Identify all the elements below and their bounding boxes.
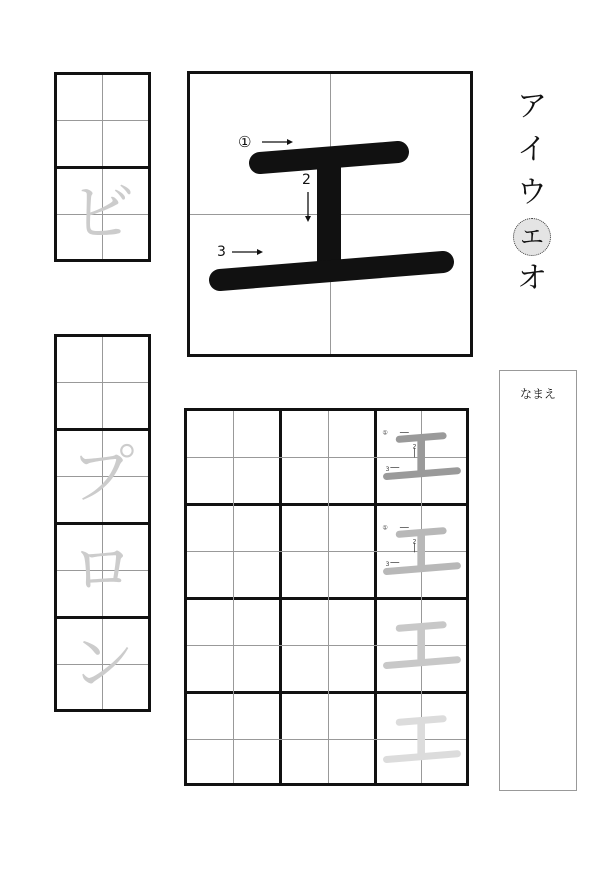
stroke-1-arrowhead [287, 139, 293, 145]
stroke-3-number: 3 [217, 244, 226, 260]
name-label: なまえ [519, 387, 556, 401]
kana-e-highlight [512, 214, 552, 257]
kana-e: エ [513, 218, 551, 256]
model-stroke-number: 2 [412, 443, 417, 451]
practice-grid [184, 408, 469, 786]
model-stroke-number: ① [382, 524, 388, 532]
model-stroke-3 [387, 754, 458, 760]
kana-a: ア [517, 89, 547, 124]
vocab-char: ン [70, 627, 135, 701]
kana-u: ウ [517, 175, 547, 210]
practice-models [187, 411, 466, 783]
kana-o: オ [517, 261, 547, 296]
stroke-2-arrowhead [305, 216, 311, 222]
main-character-box [187, 71, 473, 357]
kana-column [512, 85, 552, 300]
vocab-char [57, 337, 148, 428]
model-stroke-3 [387, 660, 458, 666]
stroke-1-number: ① [238, 133, 252, 151]
stroke-3 [220, 262, 443, 280]
vocab-char: ロ [70, 533, 135, 607]
name-box[interactable] [499, 370, 577, 791]
model-stroke-number: 3 [385, 466, 390, 474]
model-stroke-3 [387, 566, 458, 572]
stroke-2-number: 2 [302, 172, 311, 188]
vocab-word-1 [54, 72, 151, 262]
vocab-word-2 [54, 334, 151, 712]
model-stroke-number: ① [382, 429, 388, 437]
vocab-char [57, 75, 148, 166]
stroke-3-arrowhead [257, 249, 263, 255]
model-stroke-3 [387, 471, 458, 477]
kana-i: イ [517, 132, 547, 167]
model-stroke-number: 3 [385, 561, 390, 569]
vocab-char: ビ [70, 177, 135, 251]
model-stroke-number: 2 [412, 538, 417, 546]
vocab-char: プ [70, 439, 135, 513]
main-character-strokes [190, 74, 470, 354]
